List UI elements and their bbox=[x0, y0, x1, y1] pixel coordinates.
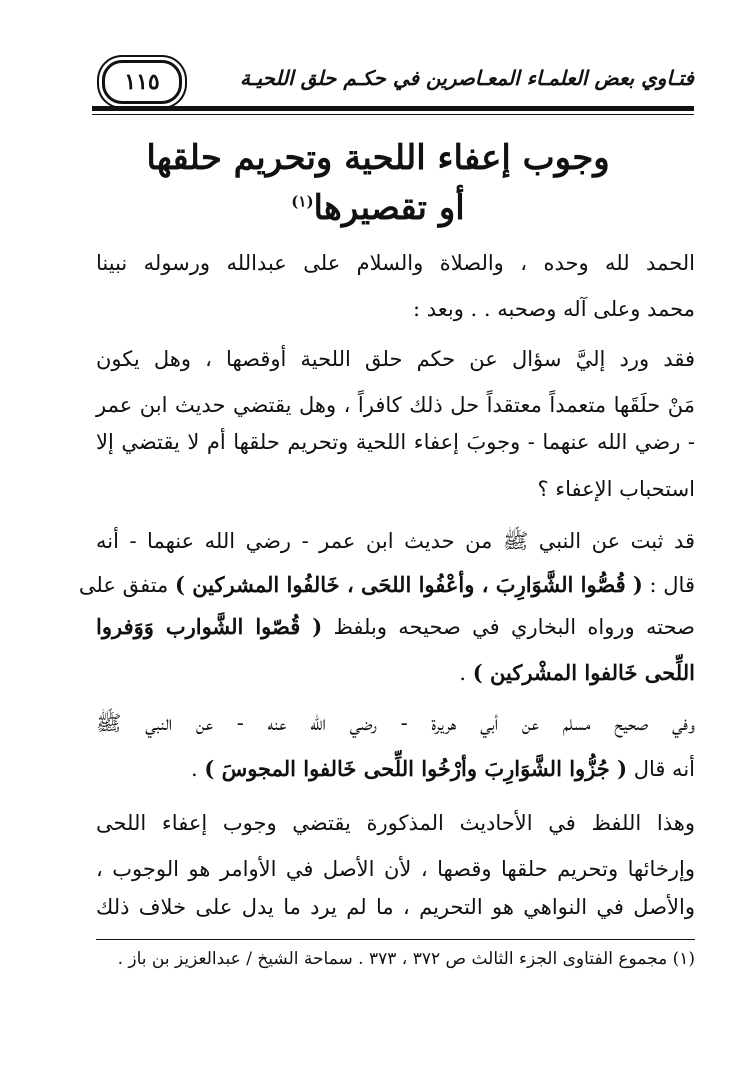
page-header bbox=[92, 58, 694, 102]
text-line: وإرخائها وتحريم حلقها وقصها ، لأن الأصل في الأوامر هو الوجوب ، bbox=[96, 857, 695, 881]
chapter-title-line-1: وجوب إعفاء اللحية وتحريم حلقها bbox=[146, 138, 610, 178]
text-line: فقد ورد إليَّ سؤال عن حكم حلق اللحية أوقصها ، وهل يكون bbox=[96, 347, 695, 371]
text-line bbox=[96, 610, 695, 644]
inline-text: قال : bbox=[642, 573, 695, 597]
footnote: (١) مجموع الفتاوى الجزء الثالث ص ٣٧٢ ، ٣٧٣ . سماحة الشيخ / عبدالعزيز بن باز . bbox=[117, 949, 695, 969]
inline-text: صحته ورواه البخاري في صحيحه وبلفظ bbox=[322, 615, 695, 639]
header-rule-thin bbox=[92, 114, 694, 115]
page-number: ١١٥ bbox=[124, 69, 160, 95]
text-line bbox=[78, 568, 695, 602]
footnote-rule bbox=[96, 939, 695, 940]
inline-text: . bbox=[459, 661, 473, 685]
text-line: الحمد لله وحده ، والصلاة والسلام على عبدالله ورسوله نبينا bbox=[96, 251, 695, 275]
text-line: مَنْ حلَقَها متعمداً معتقداً حل ذلك كافراً ، وهل يقتضي حديث ابن عمر bbox=[96, 393, 695, 417]
hadith-quote: ( قُصّوا الشَّوارب وَوَفروا bbox=[96, 614, 323, 639]
hadith-quote: ( قُصُّوا الشَّوَارِبَ ، وأعْفُوا اللحَى ، خَالفُوا المشركين ) bbox=[174, 572, 643, 597]
text-line: وهذا اللفظ في الأحاديث المذكورة يقتضي وجوب إعفاء اللحى bbox=[96, 811, 695, 835]
text-line: والأصل في النواهي هو التحريم ، ما لم يرد ما يدل على خلاف ذلك bbox=[96, 895, 695, 919]
chapter-title-text: أو تقصيرها bbox=[313, 188, 465, 228]
page-number-badge bbox=[102, 60, 182, 104]
inline-text: متفق على bbox=[78, 573, 175, 597]
text-line bbox=[96, 656, 695, 690]
hadith-quote: ( جُزُّوا الشَّوَارِبَ وأرْخُوا اللِّحى خَالفوا المجوسَ ) bbox=[204, 756, 628, 781]
header-rule-thick bbox=[92, 106, 694, 111]
inline-text: . bbox=[190, 757, 205, 781]
text-line: وفي صحيح مسلم عن أبي هريرة - رضي الله عنه - عن النبي ﷺ bbox=[96, 711, 695, 735]
hadith-quote: اللِّحى خَالفوا المشْركين ) bbox=[472, 660, 695, 685]
text-line: استحباب الإعفاء ؟ bbox=[537, 477, 695, 501]
text-line: - رضي الله عنهما - وجوبَ إعفاء اللحية وتحريم حلقها أم لا يقتضي إلا bbox=[96, 430, 695, 454]
inline-text: أنه قال bbox=[627, 757, 695, 781]
running-title: فتـاوي بعض العلمـاء المعـاصرين في حكـم حلق اللحيـة bbox=[239, 66, 694, 90]
text-line bbox=[96, 752, 695, 786]
title-footnote-ref: (١) bbox=[291, 192, 314, 211]
chapter-title-line-2 bbox=[0, 188, 756, 228]
text-line: محمد وعلى آله وصحبه . . وبعد : bbox=[412, 297, 695, 321]
text-line: قد ثبت عن النبي ﷺ من حديث ابن عمر - رضي الله عنهما - أنه bbox=[96, 529, 695, 553]
